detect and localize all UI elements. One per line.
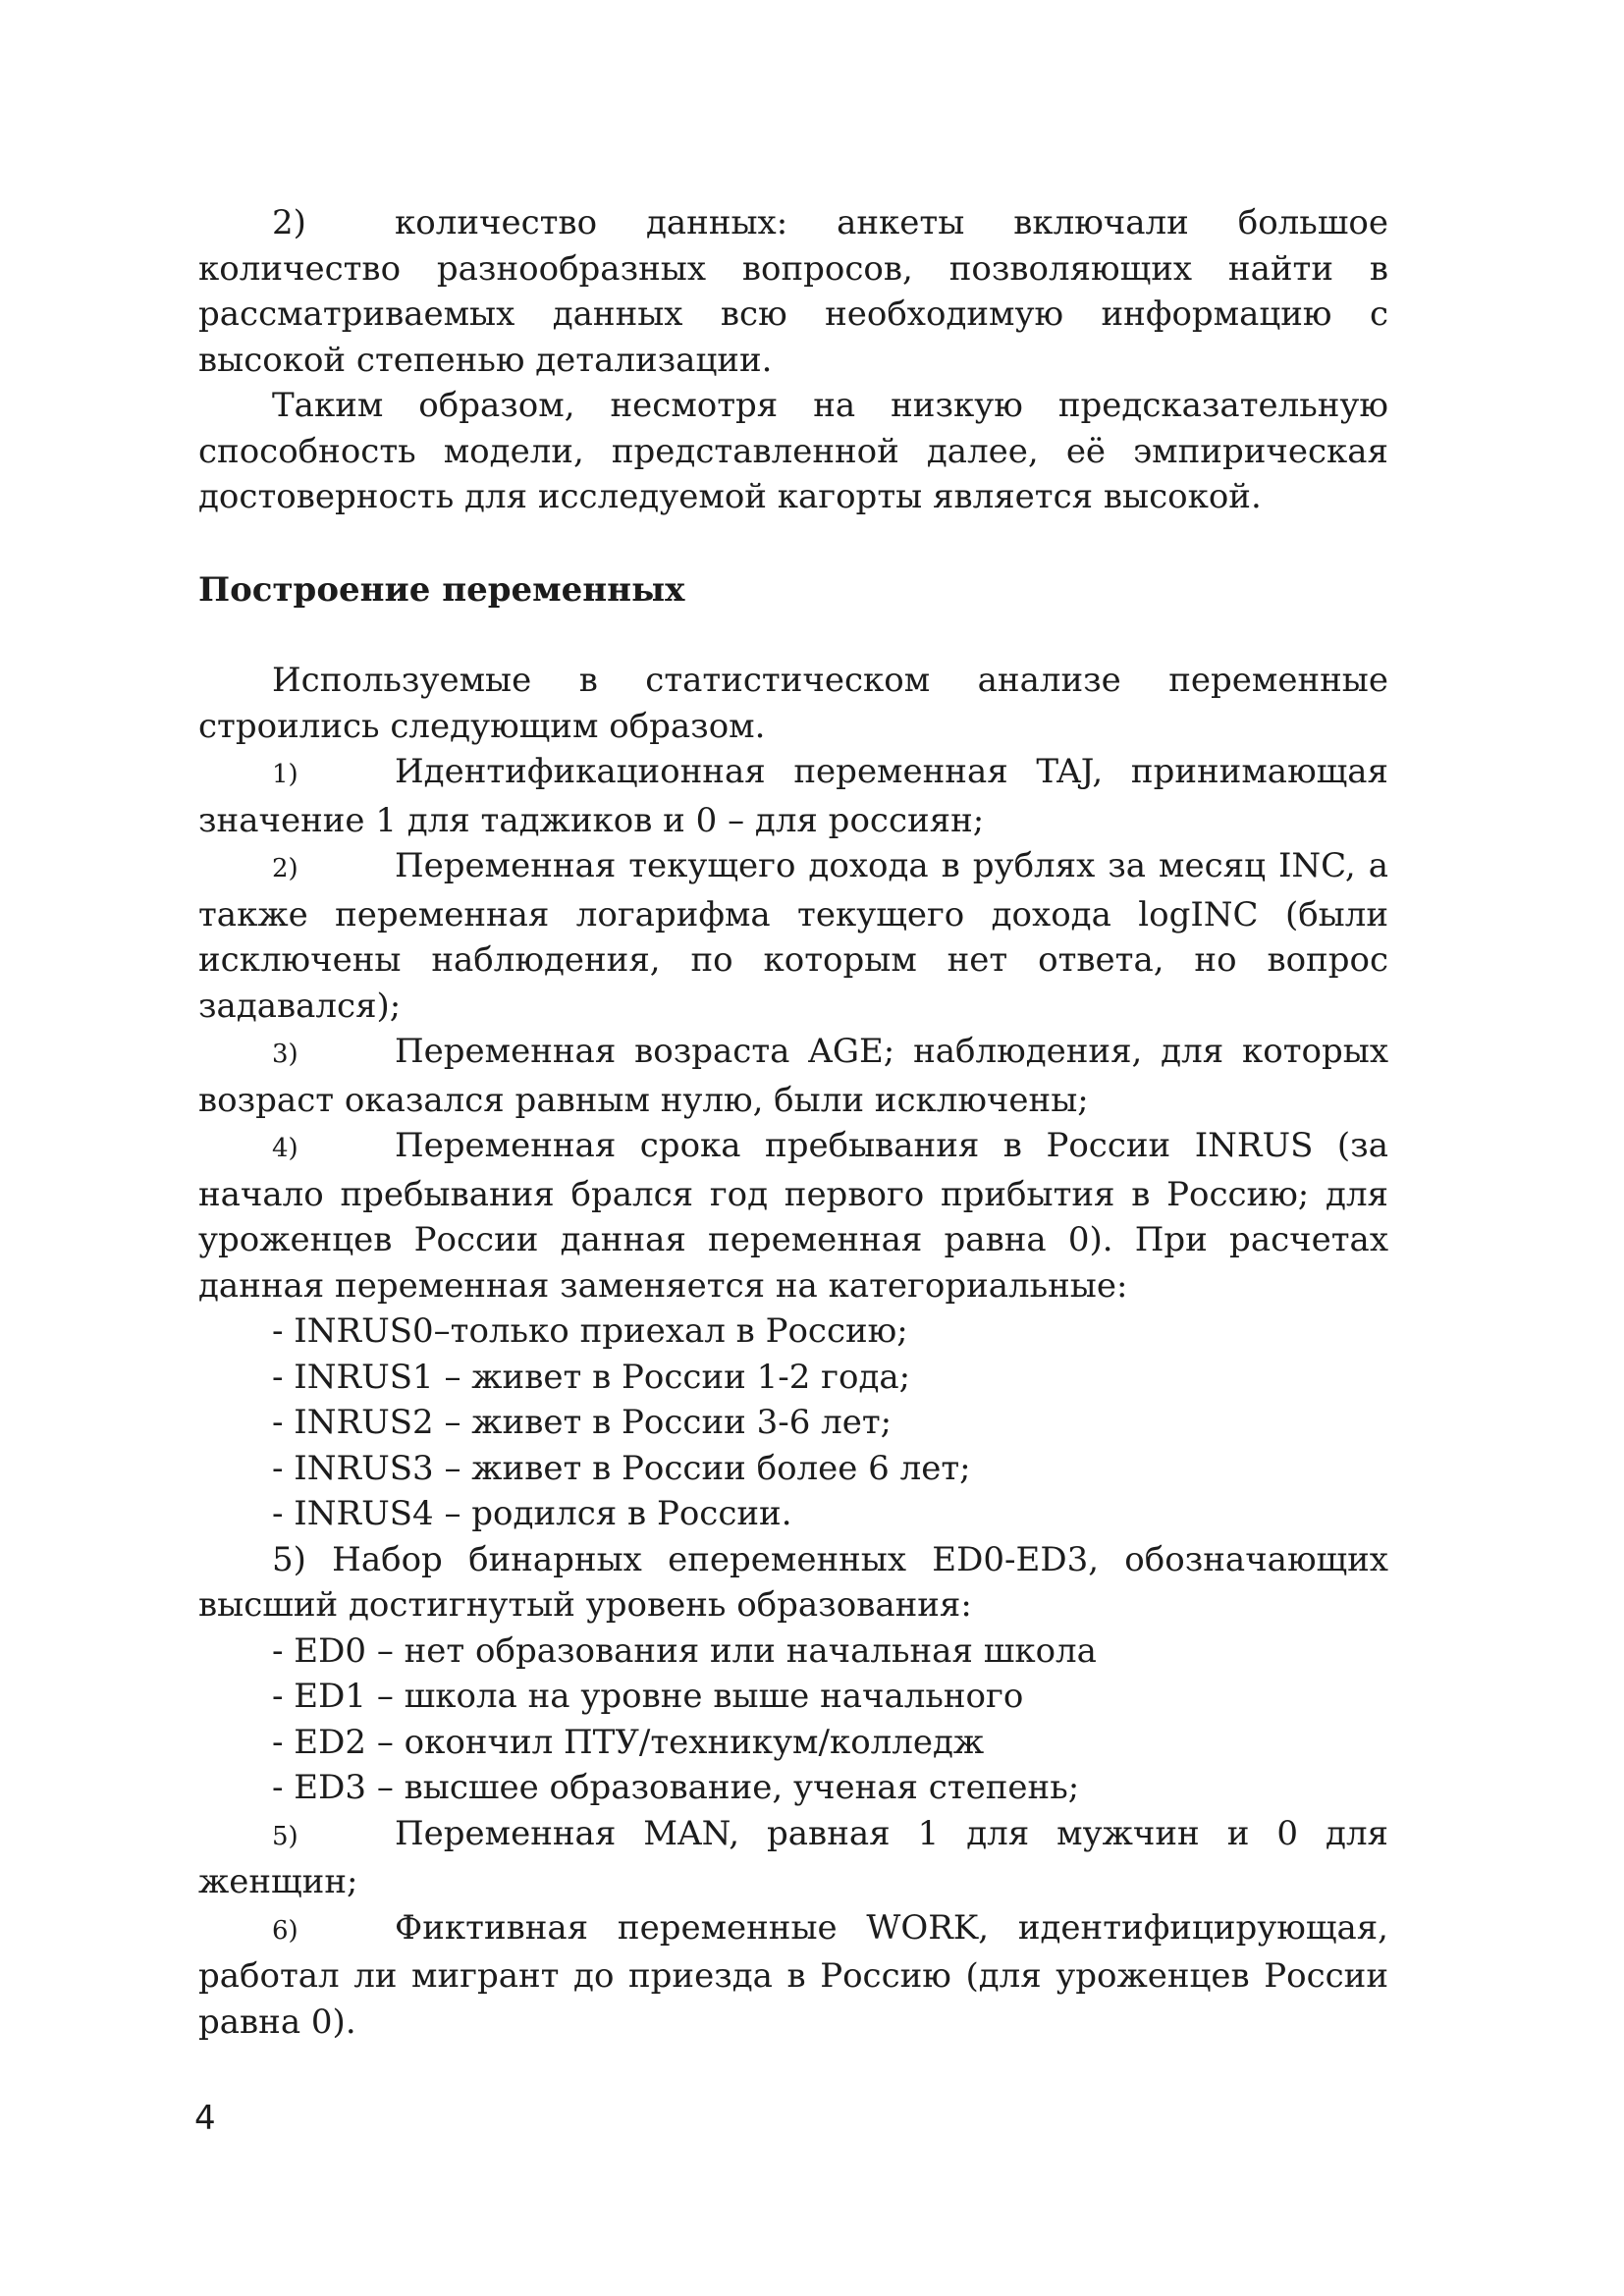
item-text: Переменная возраста AGE; наблюдения, для которых возраст оказался равным нулю, были исключены; — [198, 1032, 1388, 1120]
inrus-category-item: - INRUS2 – живет в России 3-6 лет; — [272, 1403, 893, 1442]
list-item-inrus — [198, 1123, 1388, 1308]
inrus-category-item: - INRUS1 – живет в России 1-2 года; — [272, 1357, 911, 1397]
item-text: Фиктивная переменные WORK, идентифицирующая, работал ли мигрант до приезда в Россию (для уроженцев России равна 0). — [198, 1907, 1388, 2042]
item-number: 6) — [272, 1915, 298, 1946]
list-item-work — [198, 1905, 1388, 2046]
education-category-item: - ED1 – школа на уровне выше начального — [272, 1677, 1024, 1716]
inrus-category-item: - INRUS0–только приехал в Россию; — [272, 1311, 908, 1351]
item-text: Переменная срока пребывания в России INRUS (за начало пребывания брался год первого прибытия в Россию; для уроженцев России данная переменная равна 0). При расчетах данная переменная заменяется на категориальные: — [198, 1126, 1388, 1306]
page-content — [198, 200, 1388, 2045]
list-item-taj — [198, 749, 1388, 843]
data-quantity-item — [198, 200, 1388, 383]
education-category-item: - ED0 – нет образования или начальная школа — [272, 1630, 1097, 1671]
intro-paragraph: Используемые в статистическом анализе переменные строились следующим образом. — [198, 661, 1388, 746]
education-item: 5) Набор бинарных епеременных ED0-ED3, обозначающих высший достигнутый уровень образования: — [198, 1539, 1388, 1625]
education-category-item: - ED2 – окончил ПТУ/техникум/колледж — [272, 1722, 985, 1762]
list-item-inc — [198, 843, 1388, 1029]
inrus-category-item: - INRUS4 – родился в России. — [272, 1494, 792, 1533]
conclusion-paragraph: Таким образом, несмотря на низкую предсказательную способность модели, представленной далее, её эмпирическая достоверность для исследуемой кагорты является высокой. — [198, 386, 1388, 516]
education-category-item: - ED3 – высшее образование, ученая степень; — [272, 1768, 1080, 1807]
item-text: количество данных: анкеты включали большое количество разнообразных вопросов, позволяющих найти в рассматриваемых данных всю необходимую информацию с высокой степенью детализации. — [198, 203, 1388, 380]
list-item-age — [198, 1029, 1388, 1123]
item-number: 1) — [272, 760, 298, 789]
item-number: 4) — [272, 1134, 298, 1163]
item-text: Переменная MAN, равная 1 для мужчин и 0 для женщин; — [198, 1813, 1388, 1901]
list-item-man — [198, 1811, 1388, 1905]
item-number: 3) — [272, 1040, 298, 1069]
item-text: Переменная текущего дохода в рублях за месяц INC, а также переменная логарифма текущего дохода logINC (были исключены наблюдения, по которым нет ответа, но вопрос задавался); — [198, 846, 1388, 1026]
section-heading: Построение переменных — [198, 569, 685, 610]
item-text: Идентификационная переменная TAJ, принимающая значение 1 для таджиков и 0 – для россиян; — [198, 752, 1388, 840]
item-number: 2) — [272, 854, 298, 883]
page-number: 4 — [194, 2099, 216, 2138]
inrus-category-item: - INRUS3 – живет в России более 6 лет; — [272, 1448, 971, 1488]
item-number: 5) — [272, 1821, 298, 1851]
item-number: 2) — [272, 203, 306, 242]
